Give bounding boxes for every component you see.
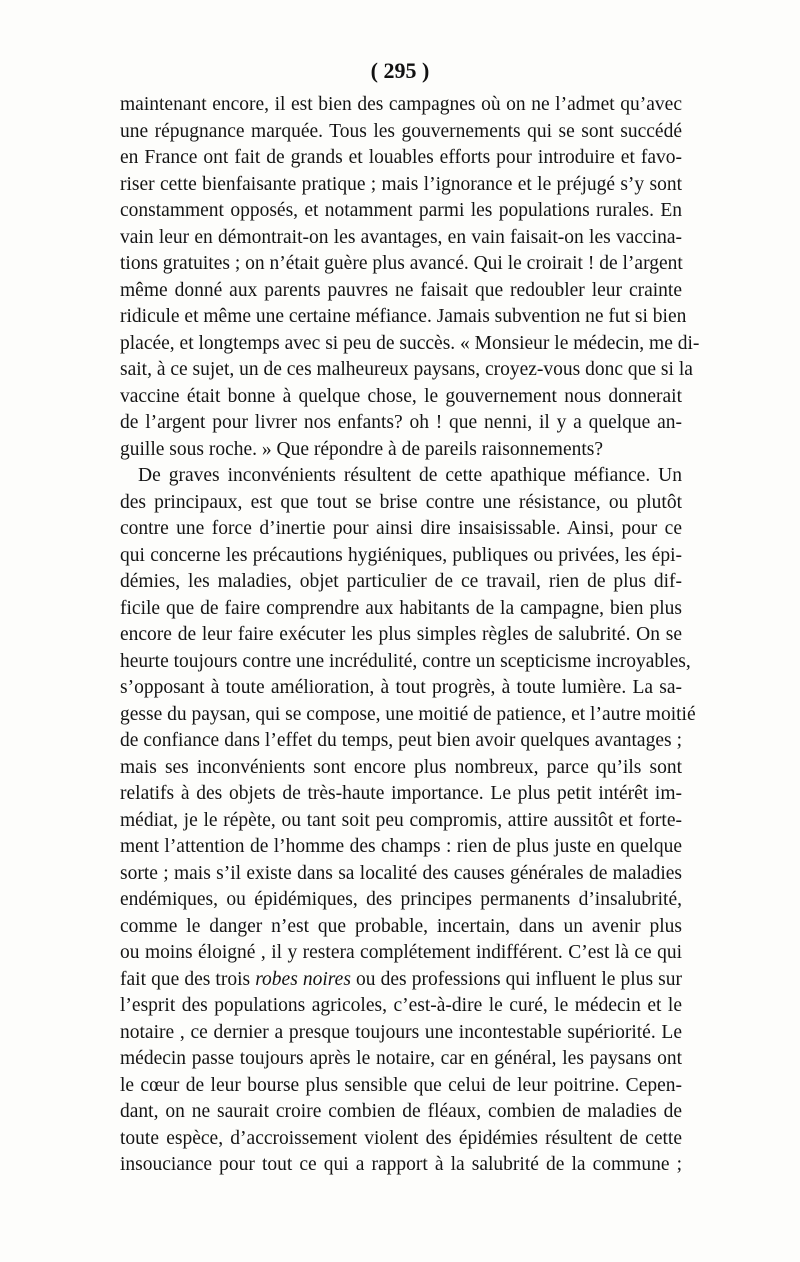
text-line: de confiance dans l’effet du temps, peut bien avoir quelques avantages ; (120, 730, 682, 751)
text-line: de l’argent pour livrer nos enfants? oh ! que nenni, il y a quelque an- (120, 412, 682, 433)
text-line: ridicule et même une certaine méfiance. Jamais subvention ne fut si bien (120, 306, 687, 327)
text-line: même donné aux parents pauvres ne faisait que redoubler leur crainte (120, 279, 682, 301)
text-line: contre une force d’inertie pour ainsi dire insaisissable. Ainsi, pour ce (120, 518, 682, 539)
text-line: en France ont fait de grands et louables efforts pour introduire et favo- (120, 147, 682, 168)
text-line: maintenant encore, il est bien des campagnes où on ne l’admet qu’avec (120, 94, 682, 115)
text-line: médiat, je le répète, ou tant soit peu compromis, attire aussitôt et forte- (120, 809, 682, 831)
text-line: insouciance pour tout ce qui a rapport à la salubrité de la commune ; (120, 1154, 682, 1175)
text-line-with-italic (120, 967, 682, 994)
text-line: vain leur en démontrait-on les avantages, en vain faisait-on les vaccina- (120, 226, 682, 248)
text-line: l’esprit des populations agricoles, c’est-à-dire le curé, le médecin et le (120, 995, 682, 1016)
text-segment: ou des professions qui influent le plus sur (350, 968, 682, 990)
text-line: toute espèce, d’accroissement violent des épidémies résultent de cette (120, 1127, 682, 1149)
text-line: placée, et longtemps avec si peu de succès. « Monsieur le médecin, me di- (120, 332, 700, 354)
text-line: gesse du paysan, qui se compose, une moitié de patience, et l’autre moitié (120, 703, 696, 725)
text-line: comme le danger n’est que probable, incertain, dans un avenir plus (120, 915, 682, 937)
text-line: s’opposant à toute amélioration, à tout progrès, à toute lumière. La sa- (120, 677, 682, 698)
text-line: vaccine était bonne à quelque chose, le gouvernement nous donnerait (120, 385, 682, 407)
text-line: ficile que de faire comprendre aux habitants de la campagne, bien plus (120, 597, 682, 619)
body-text (120, 92, 700, 1179)
text-line: heurte toujours contre une incrédulité, contre un scepticisme incroyables, (120, 650, 691, 672)
text-line: le cœur de leur bourse plus sensible que celui de leur poitrine. Cepen- (120, 1074, 682, 1096)
text-line: qui concerne les précautions hygiéniques, publiques ou privées, les épi- (120, 544, 682, 566)
text-segment: fait que des trois (120, 968, 256, 990)
text-line: une répugnance marquée. Tous les gouvernements qui se sont succédé (120, 120, 682, 142)
text-line: démies, les maladies, objet particulier de ce travail, rien de plus dif- (120, 571, 682, 592)
text-line: riser cette bienfaisante pratique ; mais l’ignorance et le préjugé s’y sont (120, 173, 682, 195)
text-line: ment l’attention de l’homme des champs : rien de plus juste en quelque (120, 836, 682, 857)
text-line: De graves inconvénients résultent de cette apathique méfiance. Un (138, 465, 682, 486)
page-number: ( 295 ) (370, 58, 430, 83)
text-line: dant, on ne saurait croire combien de fléaux, combien de maladies de (120, 1101, 682, 1122)
text-line: encore de leur faire exécuter les plus simples règles de salubrité. On se (120, 624, 682, 645)
text-line: guille sous roche. » Que répondre à de pareils raisonnements? (120, 438, 604, 460)
text-line: sorte ; mais s’il existe dans sa localité des causes générales de maladies (120, 862, 682, 884)
text-line: ou moins éloigné , il y restera complétement indifférent. C’est là ce qui (120, 942, 682, 963)
text-line: endémiques, ou épidémiques, des principes permanents d’insalubrité, (120, 889, 682, 910)
text-line: notaire , ce dernier a presque toujours une incontestable supériorité. Le (120, 1021, 682, 1043)
text-line: médecin passe toujours après le notaire, car en général, les paysans ont (120, 1048, 682, 1069)
text-line: mais ses inconvénients sont encore plus nombreux, parce qu’ils sont (120, 756, 682, 778)
italic-phrase: robes noires (255, 968, 351, 990)
text-line: constamment opposés, et notamment parmi les populations rurales. En (120, 200, 682, 221)
text-line: sait, à ce sujet, un de ces malheureux paysans, croyez-vous donc que si la (120, 359, 693, 380)
text-line: des principaux, est que tout se brise contre une résistance, ou plutôt (120, 491, 682, 513)
text-line: relatifs à des objets de très-haute importance. Le plus petit intérêt im- (120, 783, 682, 804)
text-line: tions gratuites ; on n’était guère plus avancé. Qui le croirait ! de l’argent (120, 253, 683, 274)
